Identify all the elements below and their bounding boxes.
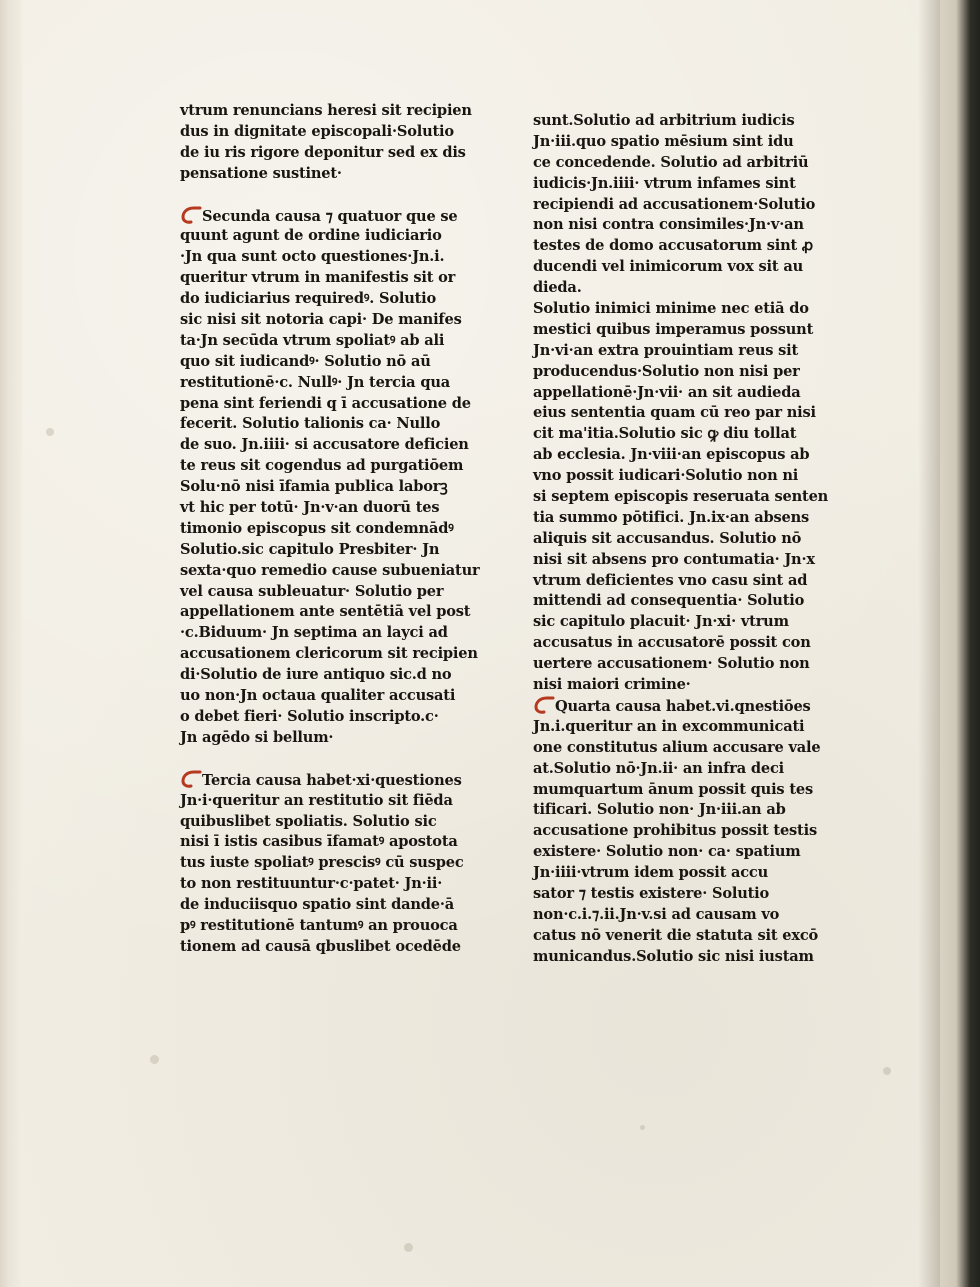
text-line (533, 320, 828, 341)
text-line-content: eius sententia quam cū reo par nisi (533, 404, 816, 422)
text-line (180, 874, 479, 895)
text-line (533, 717, 828, 738)
text-line-content: te reus sit cogendus ad purgatiōem (180, 457, 464, 475)
text-line (180, 394, 479, 415)
text-line (180, 414, 479, 435)
text-line-content: pena sint feriendi q ī accusatione de (180, 394, 471, 412)
text-line (533, 905, 828, 926)
text-line-content: vtrum renuncians heresi sit recipien (180, 102, 472, 119)
text-line-content: testes de domo accusatorum sint ꝓ (533, 237, 814, 255)
foxing-spot (46, 428, 54, 436)
text-line-content: vel causa subleuatur· Solutio per (180, 582, 444, 600)
text-line (180, 519, 479, 540)
text-line-content: vt hic per totū· Jn·v·an duorū tes (180, 499, 440, 517)
text-line (533, 884, 828, 905)
text-line (180, 895, 479, 916)
text-line-content: municandus.Solutio sic nisi iustam (533, 947, 814, 965)
text-line-content: Solu·nō nisi īfamia publica laborꝫ (180, 478, 448, 496)
text-line (180, 101, 479, 122)
page-edge (0, 0, 22, 1287)
text-line-content: queritur vtrum in manifestis sit or (180, 269, 456, 287)
text-line (533, 863, 828, 884)
text-line-content: restitutionē·c. Nullꝰ· Jn tercia qua (180, 373, 450, 391)
text-line (180, 540, 479, 561)
text-line (180, 665, 479, 686)
book-binding (940, 0, 980, 1287)
text-line (533, 132, 828, 153)
text-line-content: si septem episcopis reseruata senten (533, 488, 829, 506)
text-line-content: one constitutus alium accusare vale (533, 738, 821, 756)
text-line-content: ta·Jn secūda vtrum spoliatꝰ ab ali (180, 331, 445, 349)
text-line (533, 947, 828, 968)
text-line-content: ducendi vel inimicorum vox sit au (533, 258, 803, 276)
text-line-content: ce concedende. Solutio ad arbitriū (533, 153, 809, 171)
text-line (180, 561, 479, 582)
text-line (533, 466, 828, 487)
text-line-content: ·c.Biduum· Jn septima an layci ad (180, 624, 448, 642)
text-line (180, 143, 479, 164)
text-line-content: Secunda causa ⁊ quatuor que se (202, 207, 458, 225)
text-line (180, 812, 479, 833)
text-line-content: recipiendi ad accusationem·Solutio (533, 195, 816, 213)
paragraph-gap (180, 185, 479, 206)
text-line (533, 696, 828, 717)
text-line-content: ab ecclesia. Jn·viii·an episcopus ab (533, 446, 810, 464)
text-line-content: quunt agunt de ordine iudiciario (180, 227, 442, 245)
text-line (533, 487, 828, 508)
foxing-spot (404, 1243, 413, 1252)
text-line (180, 352, 479, 373)
text-line (180, 791, 479, 812)
text-line-content: timonio episcopus sit condemnādꝰ (180, 519, 454, 537)
text-line (533, 550, 828, 571)
text-line (533, 445, 828, 466)
text-line-content: quo sit iudicandꝰ· Solutio nō aū (180, 352, 431, 370)
text-line-content: non·c.i.⁊.ii.Jn·v.si ad causam vo (533, 905, 780, 923)
text-line-content: vtrum deficientes vno casu sint ad (533, 571, 808, 589)
text-line-content: de induciisquo spatio sint dande·ā (180, 896, 455, 914)
text-line (533, 654, 828, 675)
text-line-content: at.Solutio nō·Jn.ii· an infra deci (533, 759, 784, 777)
text-line-content: Jn·iiii·vtrum idem possit accu (533, 864, 769, 882)
text-line (533, 612, 828, 633)
text-line-content: sic nisi sit notoria capi· De manifes (180, 311, 462, 329)
text-line (180, 206, 479, 227)
text-line-content: tus iuste spoliatꝰ prescisꝰ cū suspec (180, 854, 464, 872)
text-line-content: fecerit. Solutio talionis ca· Nullo (180, 415, 441, 433)
text-line-content: appellationē·Jn·vii· an sit audieda (533, 383, 801, 401)
text-line (180, 498, 479, 519)
text-line (180, 707, 479, 728)
text-line (180, 937, 479, 958)
text-line-content: di·Solutio de iure antiquo sic.d no (180, 666, 452, 684)
text-line (180, 644, 479, 665)
text-line (533, 591, 828, 612)
text-line (180, 770, 479, 791)
text-line (533, 800, 828, 821)
text-line-content: Jn·iii.quo spatio mēsium sint idu (533, 132, 794, 150)
text-line (533, 529, 828, 550)
text-line (533, 675, 828, 696)
text-line (180, 728, 479, 749)
text-line (533, 738, 828, 759)
text-line (533, 926, 828, 947)
text-line-content: vno possit iudicari·Solutio non ni (533, 467, 799, 485)
text-line (533, 508, 828, 529)
text-line (533, 424, 828, 445)
text-line (180, 435, 479, 456)
text-line-content: cit ma'itia.Solutio sic ꝙ diu tollat (533, 425, 797, 443)
text-line (180, 247, 479, 268)
rubric-paragraph-mark (533, 696, 555, 714)
text-line (180, 582, 479, 603)
text-line (180, 289, 479, 310)
text-line (533, 153, 828, 174)
text-line (533, 257, 828, 278)
text-line (180, 310, 479, 331)
text-line-content: Solutio.sic capitulo Presbiter· Jn (180, 540, 440, 558)
text-line-content: uo non·Jn octaua qualiter accusati (180, 687, 456, 705)
text-line (533, 759, 828, 780)
text-line (533, 341, 828, 362)
text-line-content: Jn·i·queritur an restitutio sit fiēda (180, 791, 453, 809)
text-line-content: existere· Solutio non· ca· spatium (533, 843, 801, 861)
text-line (180, 623, 479, 644)
text-line-content: pensatione sustinet· (180, 164, 342, 182)
text-line-content: nisi ī istis casibus īfamatꝰ apostota (180, 833, 458, 851)
text-line (180, 477, 479, 498)
text-line-content: sunt.Solutio ad arbitrium iudicis (533, 112, 795, 129)
text-line-content: ·Jn qua sunt octo questiones·Jn.i. (180, 248, 445, 266)
text-line (180, 916, 479, 937)
text-line-content: appellationem ante sentētiā vel post (180, 603, 471, 621)
text-line-content: accusatus in accusatorē possit con (533, 634, 811, 652)
text-line (533, 383, 828, 404)
text-line-content: mittendi ad consequentia· Solutio (533, 592, 805, 610)
text-line-content: to non restituuntur·c·patet· Jn·ii· (180, 875, 443, 893)
text-line (180, 331, 479, 352)
text-line-content: catus nō venerit die statuta sit excō (533, 926, 819, 944)
text-line-content: sator ⁊ testis existere· Solutio (533, 884, 770, 902)
text-line-content: dus in dignitate episcopali·Solutio (180, 122, 454, 140)
text-line (180, 686, 479, 707)
text-line (533, 299, 828, 320)
text-line-content: mestici quibus imperamus possunt (533, 320, 814, 338)
gutter-shadow (918, 0, 940, 1287)
text-line-content: Solutio inimici minime nec etiā do (533, 300, 809, 318)
text-line-content: Jn·vi·an extra prouintiam reus sit (533, 341, 799, 359)
text-line-content: pꝰ restitutionē tantumꝰ an prouoca (180, 916, 458, 934)
text-line (180, 853, 479, 874)
text-line-content: nisi sit absens pro contumatia· Jn·x (533, 550, 815, 568)
text-line-content: aliquis sit accusandus. Solutio nō (533, 529, 802, 547)
text-line (180, 164, 479, 185)
text-line (180, 122, 479, 143)
text-line-content: accusationem clericorum sit recipien (180, 645, 478, 663)
text-line (180, 456, 479, 477)
text-line-content: sic capitulo placuit· Jn·xi· vtrum (533, 613, 789, 631)
text-line-content: sexta·quo remedio cause subueniatur (180, 561, 480, 579)
text-line (533, 236, 828, 257)
text-line (533, 215, 828, 236)
text-line (533, 195, 828, 216)
text-line (180, 268, 479, 289)
text-line (533, 111, 828, 132)
rubric-paragraph-mark (180, 770, 202, 788)
paragraph-gap (180, 749, 479, 770)
text-line (533, 174, 828, 195)
text-line-content: tificari. Solutio non· Jn·iii.an ab (533, 801, 786, 819)
text-line (533, 278, 828, 299)
text-line-content: nisi maiori crimine· (533, 676, 691, 694)
text-line-content: producendus·Solutio non nisi per (533, 362, 800, 380)
text-line-content: quibuslibet spoliatis. Solutio sic (180, 812, 437, 830)
text-line-content: o debet fieri· Solutio inscripto.c· (180, 707, 439, 725)
text-line-content: Jn agēdo si bellum· (180, 728, 334, 746)
text-line (180, 832, 479, 853)
text-line (180, 373, 479, 394)
text-line-content: mumquartum ānum possit quis tes (533, 780, 813, 798)
text-line-content: de suo. Jn.iiii· si accusatore deficien (180, 436, 469, 454)
text-line-content: do iudiciarius requiredꝰ. Solutio (180, 290, 437, 308)
text-line (180, 602, 479, 623)
right-text-column (533, 111, 828, 968)
text-line (533, 780, 828, 801)
foxing-spot (150, 1055, 159, 1064)
text-line (533, 571, 828, 592)
text-line-content: Quarta causa habet.vi.qnestiōes (555, 697, 811, 715)
left-text-column (180, 101, 479, 958)
text-line-content: tia summo pōtifici. Jn.ix·an absens (533, 508, 810, 526)
text-line-content: tionem ad causā qbuslibet ocedēde (180, 937, 461, 955)
text-line (533, 403, 828, 424)
rubric-paragraph-mark (180, 206, 202, 224)
text-line (533, 633, 828, 654)
text-line-content: accusatione prohibitus possit testis (533, 822, 817, 840)
text-line (180, 226, 479, 247)
text-line (533, 362, 828, 383)
foxing-spot (883, 1067, 891, 1075)
text-line-content: iudicis·Jn.iiii· vtrum infames sint (533, 174, 796, 192)
text-line (533, 821, 828, 842)
text-line-content: Tercia causa habet·xi·questiones (202, 771, 462, 789)
text-line-content: de iu ris rigore deponitur sed ex dis (180, 143, 466, 161)
text-line-content: dieda. (533, 279, 582, 297)
text-line-content: Jn.i.queritur an in excommunicati (533, 717, 805, 735)
text-line-content: non nisi contra consimiles·Jn·v·an (533, 216, 804, 234)
text-line (533, 842, 828, 863)
foxing-spot (640, 1125, 645, 1130)
text-line-content: uertere accusationem· Solutio non (533, 655, 810, 673)
